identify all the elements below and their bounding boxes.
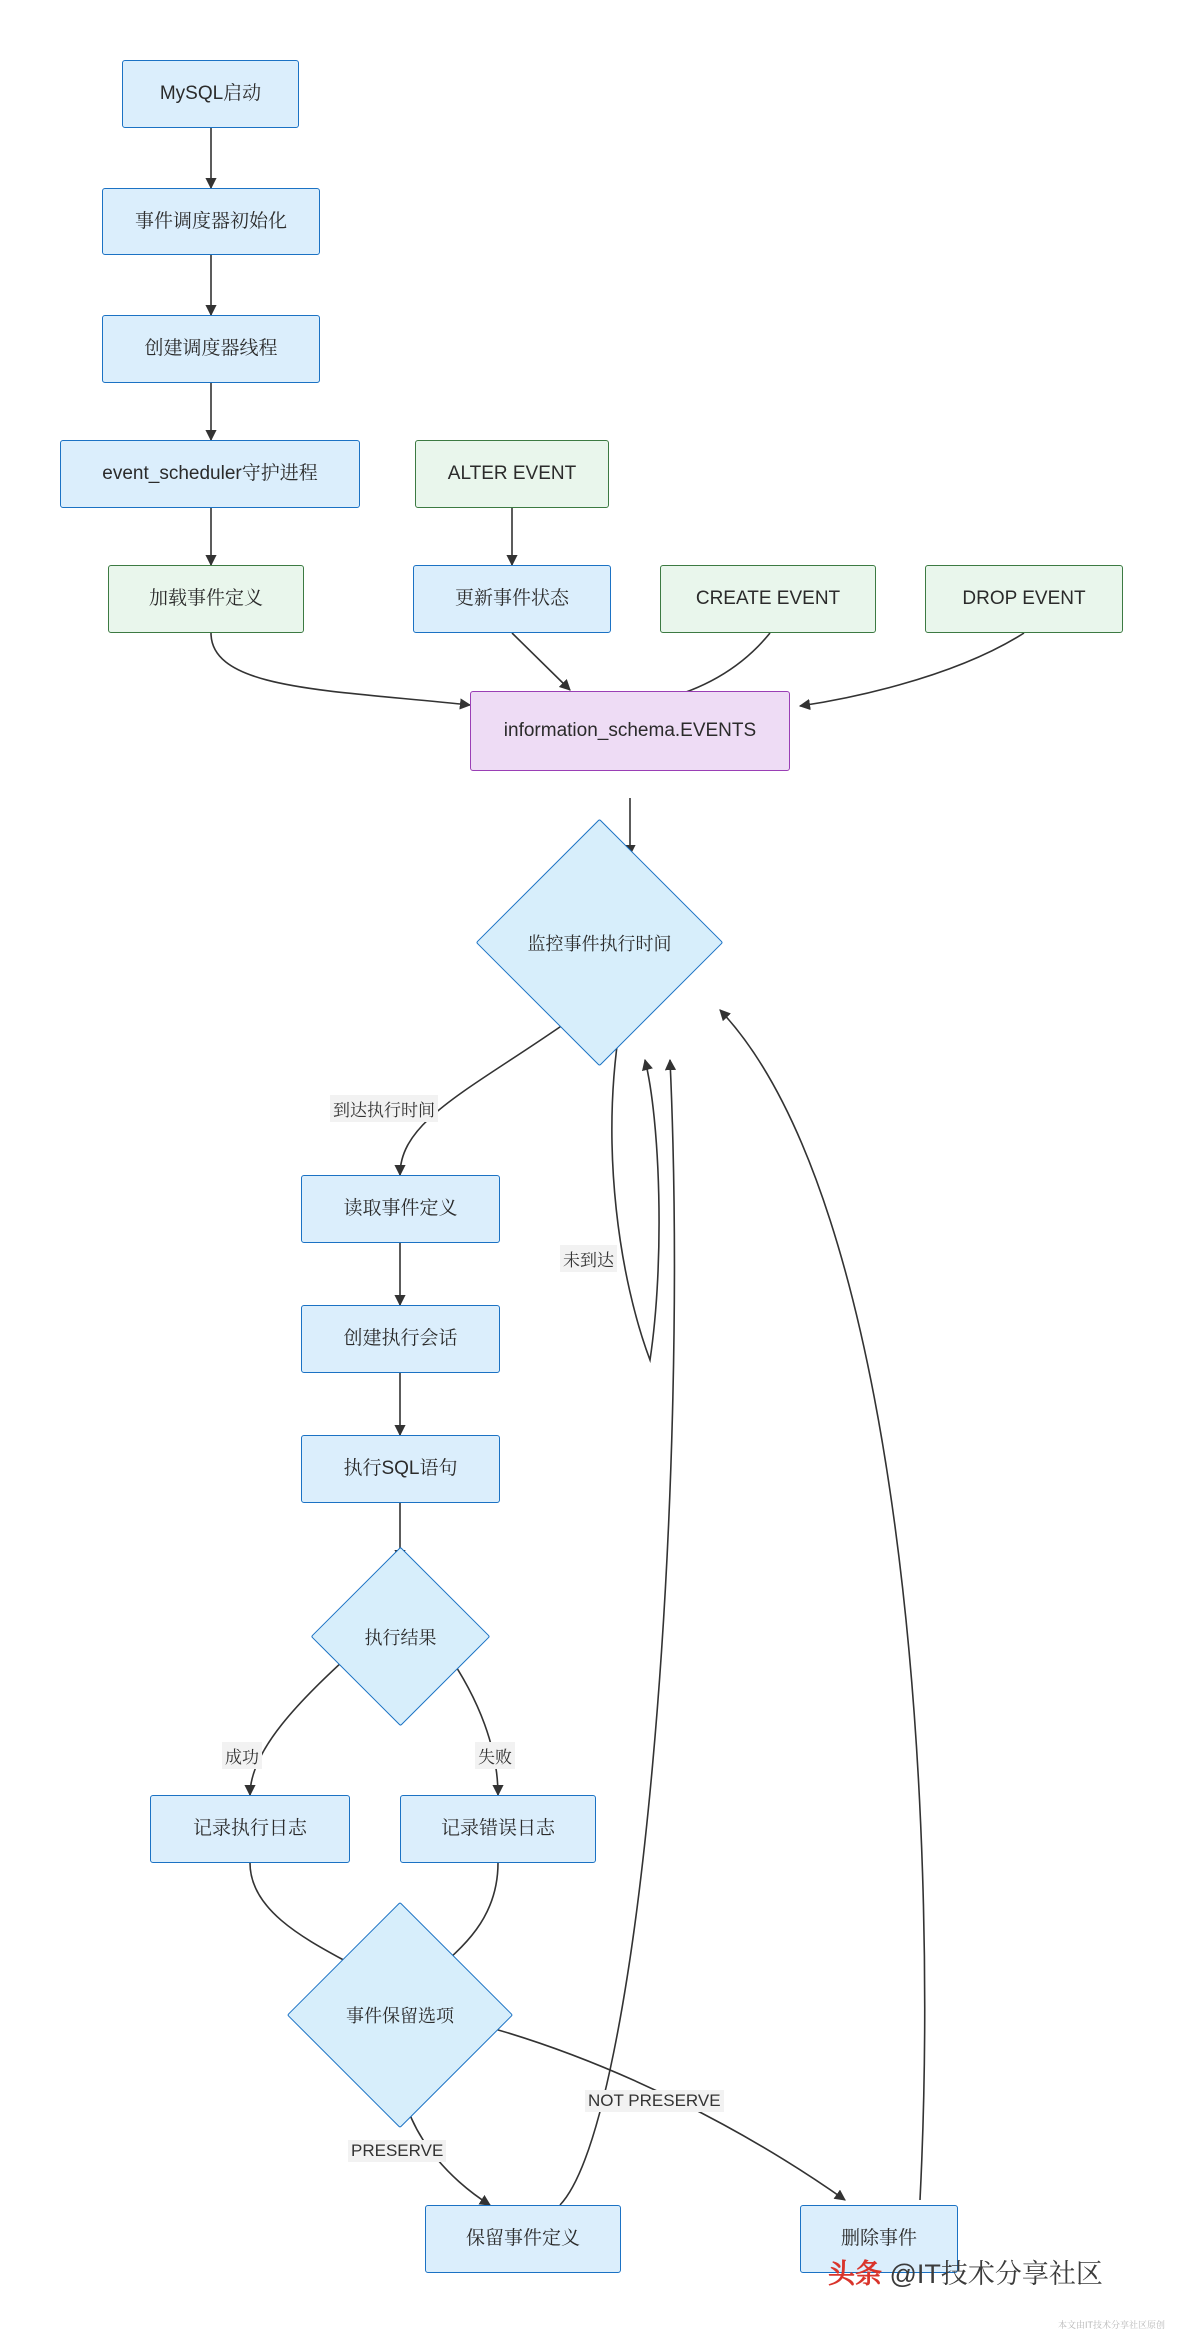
edge-n9-n10 <box>800 633 1024 706</box>
node-mysql-start[interactable] <box>122 60 299 128</box>
node-label: event_scheduler守护进程 <box>102 463 318 485</box>
watermark-logo: 头条 <box>828 2259 882 2289</box>
edge-label-fail: 失败 <box>475 1742 515 1769</box>
node-drop-event[interactable] <box>925 565 1123 633</box>
node-read-event-definition[interactable] <box>301 1175 500 1243</box>
node-keep-event-definition[interactable] <box>425 2205 621 2273</box>
node-scheduler-init[interactable] <box>102 188 320 255</box>
node-create-exec-session[interactable] <box>301 1305 500 1373</box>
node-label: CREATE EVENT <box>695 588 841 610</box>
edge-n11-n11-loop <box>612 1025 659 1360</box>
node-event-scheduler-daemon[interactable] <box>60 440 360 508</box>
node-execution-result[interactable] <box>337 1573 464 1700</box>
node-log-execution[interactable] <box>150 1795 350 1863</box>
watermark-sub: 本文由IT技术分享社区原创 <box>1058 2320 1165 2330</box>
edge-n20-n11 <box>720 1010 925 2200</box>
edge-n19-n11 <box>560 1060 674 2205</box>
node-label: 保留事件定义 <box>465 2228 580 2250</box>
edge-label-not-preserve: NOT PRESERVE <box>585 2090 724 2112</box>
edge-n5-n10 <box>211 633 470 705</box>
node-label: 更新事件状态 <box>454 588 569 610</box>
node-information-schema-events[interactable] <box>470 691 790 771</box>
node-label: 加载事件定义 <box>148 588 263 610</box>
edge-label-arrive-time: 到达执行时间 <box>330 1095 438 1122</box>
node-load-event-definition[interactable] <box>108 565 304 633</box>
node-label: 监控事件执行时间 <box>527 933 672 954</box>
node-label: 记录错误日志 <box>440 1818 555 1840</box>
node-label: MySQL启动 <box>159 83 262 105</box>
edge-n7-n10 <box>512 633 570 690</box>
node-label: 事件调度器初始化 <box>134 210 287 232</box>
node-label: 创建执行会话 <box>343 1328 458 1350</box>
node-log-error[interactable] <box>400 1795 596 1863</box>
node-label: 执行SQL语句 <box>343 1458 458 1480</box>
edge-label-not-arrive: 未到达 <box>560 1245 617 1272</box>
node-create-event[interactable] <box>660 565 876 633</box>
node-label: 读取事件定义 <box>343 1198 458 1220</box>
node-execute-sql[interactable] <box>301 1435 500 1503</box>
edge-label-success: 成功 <box>222 1742 262 1769</box>
node-update-event-status[interactable] <box>413 565 611 633</box>
node-alter-event[interactable] <box>415 440 609 508</box>
watermark-text: @IT技术分享社区 <box>882 2259 1103 2289</box>
node-label: 删除事件 <box>840 2228 917 2250</box>
node-monitor-execution-time[interactable] <box>512 855 687 1030</box>
edge-n8-n10 <box>660 633 770 700</box>
edge-label-preserve: PRESERVE <box>348 2140 446 2162</box>
node-label: 记录执行日志 <box>192 1818 307 1840</box>
node-label: information_schema.EVENTS <box>503 720 757 742</box>
node-label: 执行结果 <box>364 1627 437 1648</box>
node-label: 创建调度器线程 <box>144 338 278 360</box>
node-event-preserve-option[interactable] <box>320 1935 480 2095</box>
watermark <box>828 2252 1103 2291</box>
node-label: DROP EVENT <box>962 588 1086 610</box>
node-label: 事件保留选项 <box>346 2006 454 2026</box>
node-create-scheduler-thread[interactable] <box>102 315 320 383</box>
node-label: ALTER EVENT <box>447 463 577 485</box>
